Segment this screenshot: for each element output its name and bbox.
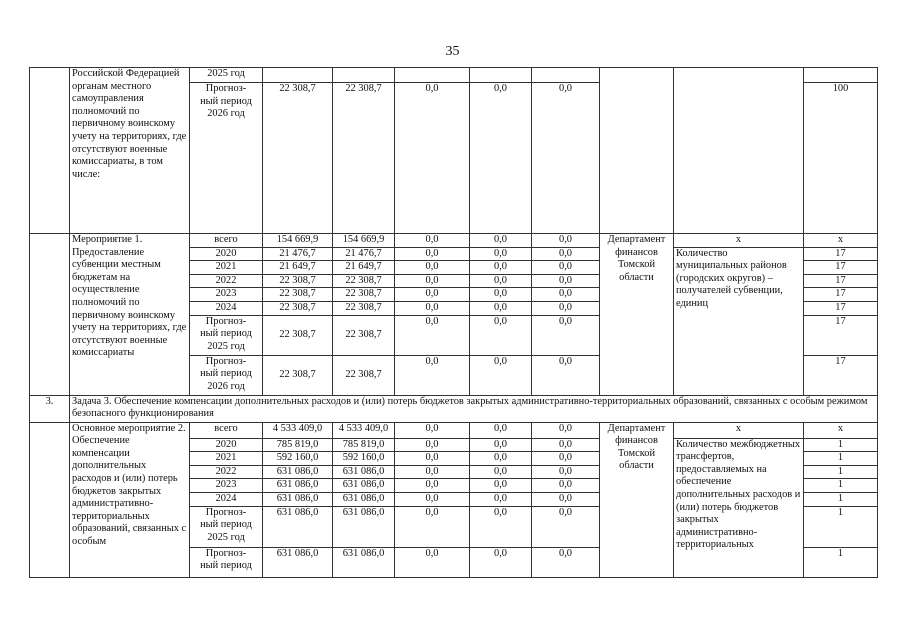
total-cell: 154 669,9 <box>263 234 333 248</box>
target-cell: х <box>804 422 878 438</box>
task-row <box>30 395 878 422</box>
total-cell: 21 476,7 <box>263 247 333 261</box>
regional-cell: 0,0 <box>395 247 470 261</box>
federal-cell: 631 086,0 <box>333 506 395 547</box>
local-cell: 0,0 <box>470 234 532 248</box>
executor-cell: Департамент финансов Томской области <box>600 422 674 577</box>
target-cell: 17 <box>804 315 878 355</box>
federal-cell <box>333 68 395 83</box>
indicator-cell: Количество муниципальных районов (городских округов) – получателей субвенции, единиц <box>674 247 804 395</box>
program-activities-table <box>29 67 878 578</box>
other-cell: 0,0 <box>532 492 600 506</box>
target-cell: 1 <box>804 506 878 547</box>
federal-cell: 22 308,7 <box>333 274 395 288</box>
local-cell: 0,0 <box>470 301 532 315</box>
other-cell: 0,0 <box>532 547 600 577</box>
federal-cell: 21 649,7 <box>333 261 395 275</box>
regional-cell <box>395 68 470 83</box>
total-cell: 22 308,7 <box>263 274 333 288</box>
other-cell: 0,0 <box>532 465 600 479</box>
indicator-cell <box>674 68 804 234</box>
regional-cell: 0,0 <box>395 479 470 493</box>
total-cell: 22 308,7 <box>263 301 333 315</box>
period-cell: 2020 <box>190 247 263 261</box>
other-cell: 0,0 <box>532 83 600 234</box>
total-cell: 4 533 409,0 <box>263 422 333 438</box>
other-cell: 0,0 <box>532 506 600 547</box>
row-number-cell <box>30 68 70 234</box>
period-cell: 2022 <box>190 465 263 479</box>
other-cell: 0,0 <box>532 438 600 452</box>
other-cell: 0,0 <box>532 301 600 315</box>
federal-cell: 631 086,0 <box>333 465 395 479</box>
total-cell: 631 086,0 <box>263 506 333 547</box>
local-cell: 0,0 <box>470 452 532 466</box>
other-cell: 0,0 <box>532 261 600 275</box>
period-cell: 2020 <box>190 438 263 452</box>
target-cell: 17 <box>804 301 878 315</box>
target-cell: 17 <box>804 247 878 261</box>
total-cell: 631 086,0 <box>263 492 333 506</box>
regional-cell: 0,0 <box>395 422 470 438</box>
other-cell: 0,0 <box>532 422 600 438</box>
target-cell: 17 <box>804 355 878 395</box>
local-cell: 0,0 <box>470 422 532 438</box>
row-number-cell <box>30 422 70 577</box>
local-cell: 0,0 <box>470 465 532 479</box>
period-cell: Прогноз- ный период 2026 год <box>190 355 263 395</box>
regional-cell: 0,0 <box>395 465 470 479</box>
regional-cell: 0,0 <box>395 234 470 248</box>
indicator-cell: Количество межбюджетных трансфертов, предоставляемых на обеспечение дополнительных расходов и (или) потерь бюджетов закрытых административно-территориальных <box>674 438 804 577</box>
total-cell: 631 086,0 <box>263 479 333 493</box>
period-cell: 2024 <box>190 492 263 506</box>
federal-cell: 631 086,0 <box>333 492 395 506</box>
total-cell: 592 160,0 <box>263 452 333 466</box>
target-cell: 1 <box>804 452 878 466</box>
regional-cell: 0,0 <box>395 492 470 506</box>
other-cell: 0,0 <box>532 355 600 395</box>
federal-cell: 22 308,7 <box>333 301 395 315</box>
local-cell: 0,0 <box>470 83 532 234</box>
other-cell: 0,0 <box>532 274 600 288</box>
task-description: Задача 3. Обеспечение компенсации дополнительных расходов и (или) потерь бюджетов закрытых административно-территориальных образований, связанных с особым режимом безопасного функционирования <box>70 395 878 422</box>
federal-cell: 631 086,0 <box>333 547 395 577</box>
period-cell: 2022 <box>190 274 263 288</box>
regional-cell: 0,0 <box>395 261 470 275</box>
period-cell: всего <box>190 422 263 438</box>
target-cell <box>804 68 878 83</box>
table-row <box>30 234 878 248</box>
total-cell: 21 649,7 <box>263 261 333 275</box>
other-cell: 0,0 <box>532 247 600 261</box>
federal-cell: 154 669,9 <box>333 234 395 248</box>
target-cell: 1 <box>804 465 878 479</box>
local-cell: 0,0 <box>470 288 532 302</box>
indicator-x-cell: х <box>674 234 804 248</box>
total-cell: 22 308,7 <box>263 83 333 234</box>
target-cell: х <box>804 234 878 248</box>
local-cell: 0,0 <box>470 506 532 547</box>
regional-cell: 0,0 <box>395 506 470 547</box>
local-cell: 0,0 <box>470 247 532 261</box>
target-cell: 1 <box>804 492 878 506</box>
federal-cell: 22 308,7 <box>333 315 395 355</box>
executor-cell <box>600 68 674 234</box>
period-cell: Прогноз- ный период <box>190 547 263 577</box>
task-number: 3. <box>30 395 70 422</box>
regional-cell: 0,0 <box>395 452 470 466</box>
period-cell: 2021 <box>190 261 263 275</box>
period-cell: Прогноз- ный период 2025 год <box>190 506 263 547</box>
total-cell: 631 086,0 <box>263 547 333 577</box>
table-row <box>30 68 878 83</box>
page-number: 35 <box>445 44 460 59</box>
total-cell <box>263 68 333 83</box>
local-cell <box>470 68 532 83</box>
period-cell: 2024 <box>190 301 263 315</box>
local-cell: 0,0 <box>470 438 532 452</box>
regional-cell: 0,0 <box>395 438 470 452</box>
other-cell: 0,0 <box>532 479 600 493</box>
table-row <box>30 422 878 438</box>
period-cell: 2023 <box>190 288 263 302</box>
activity-name-cell: Российской Федерацией органам местного самоуправления полномочий по первичному воинскому учету на территориях, где отсутствуют военные комиссариаты, в том числе: <box>70 68 190 234</box>
target-cell: 17 <box>804 274 878 288</box>
executor-cell: Департамент финансов Томской области <box>600 234 674 396</box>
local-cell: 0,0 <box>470 547 532 577</box>
period-cell: Прогноз- ный период 2026 год <box>190 83 263 234</box>
regional-cell: 0,0 <box>395 355 470 395</box>
activity-name-cell: Основное мероприятие 2. Обеспечение компенсации дополнительных расходов и (или) потерь бюджетов закрытых административно-территориальных образований, связанных с особым <box>70 422 190 577</box>
total-cell: 631 086,0 <box>263 465 333 479</box>
indicator-x-cell: х <box>674 422 804 438</box>
local-cell: 0,0 <box>470 492 532 506</box>
target-cell: 1 <box>804 438 878 452</box>
period-cell: 2021 <box>190 452 263 466</box>
federal-cell: 21 476,7 <box>333 247 395 261</box>
local-cell: 0,0 <box>470 355 532 395</box>
other-cell <box>532 68 600 83</box>
local-cell: 0,0 <box>470 315 532 355</box>
total-cell: 22 308,7 <box>263 315 333 355</box>
period-cell: 2023 <box>190 479 263 493</box>
row-number-cell <box>30 234 70 396</box>
period-cell: Прогноз- ный период 2025 год <box>190 315 263 355</box>
total-cell: 22 308,7 <box>263 288 333 302</box>
period-cell: 2025 год <box>190 68 263 83</box>
federal-cell: 4 533 409,0 <box>333 422 395 438</box>
regional-cell: 0,0 <box>395 547 470 577</box>
other-cell: 0,0 <box>532 452 600 466</box>
federal-cell: 631 086,0 <box>333 479 395 493</box>
other-cell: 0,0 <box>532 288 600 302</box>
target-cell: 1 <box>804 547 878 577</box>
federal-cell: 22 308,7 <box>333 355 395 395</box>
local-cell: 0,0 <box>470 261 532 275</box>
federal-cell: 785 819,0 <box>333 438 395 452</box>
regional-cell: 0,0 <box>395 315 470 355</box>
other-cell: 0,0 <box>532 234 600 248</box>
other-cell: 0,0 <box>532 315 600 355</box>
federal-cell: 22 308,7 <box>333 288 395 302</box>
federal-cell: 592 160,0 <box>333 452 395 466</box>
target-cell: 17 <box>804 261 878 275</box>
regional-cell: 0,0 <box>395 301 470 315</box>
total-cell: 22 308,7 <box>263 355 333 395</box>
local-cell: 0,0 <box>470 479 532 493</box>
local-cell: 0,0 <box>470 274 532 288</box>
regional-cell: 0,0 <box>395 83 470 234</box>
regional-cell: 0,0 <box>395 288 470 302</box>
target-cell: 17 <box>804 288 878 302</box>
activity-name-cell: Мероприятие 1. Предоставление субвенции местным бюджетам на осуществление полномочий по первичному воинскому учету на территориях, где отсутствуют военные комиссариаты <box>70 234 190 396</box>
regional-cell: 0,0 <box>395 274 470 288</box>
target-cell: 1 <box>804 479 878 493</box>
federal-cell: 22 308,7 <box>333 83 395 234</box>
period-cell: всего <box>190 234 263 248</box>
target-cell: 100 <box>804 83 878 234</box>
total-cell: 785 819,0 <box>263 438 333 452</box>
